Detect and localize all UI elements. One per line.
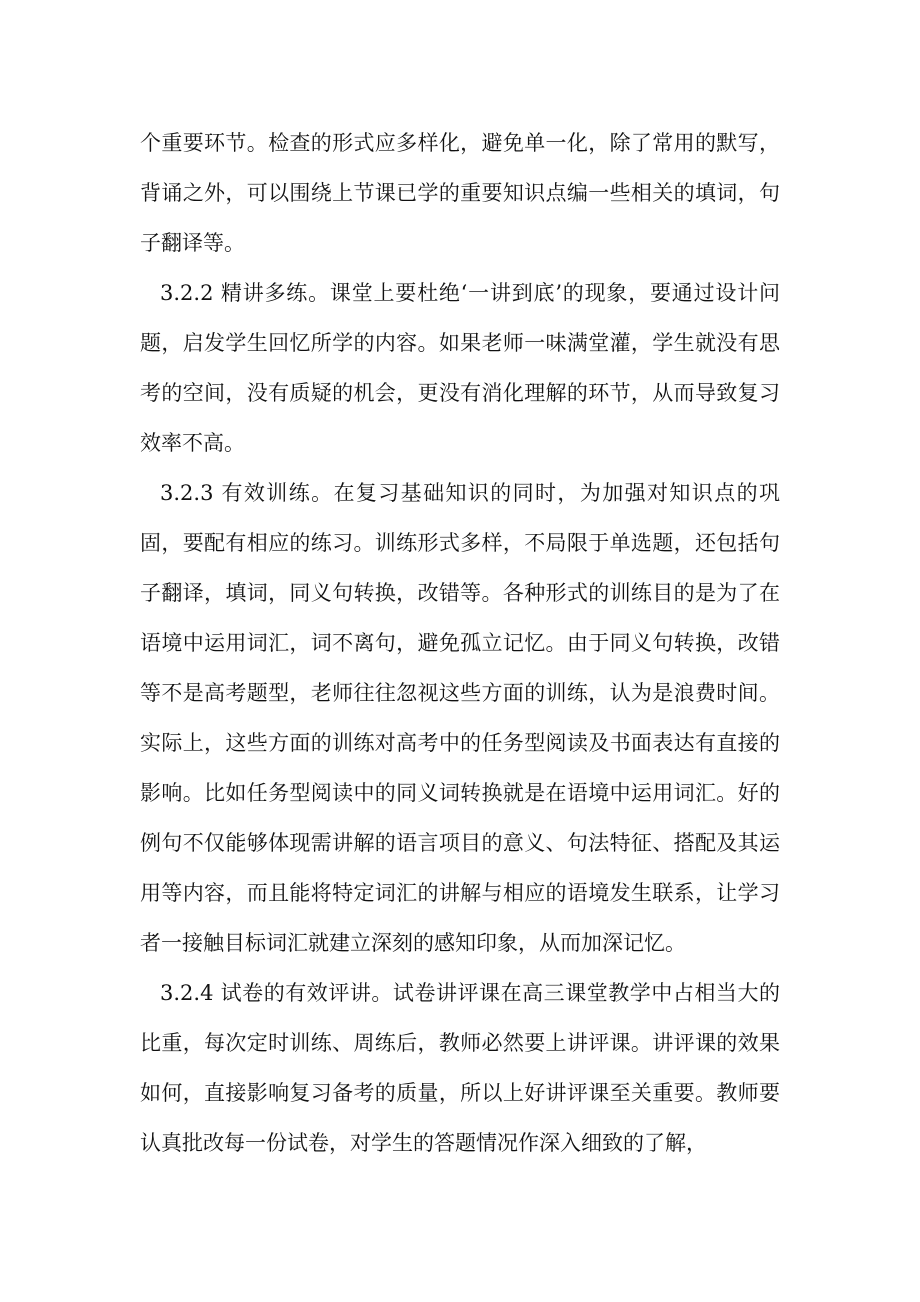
paragraph-3-2-3: 3.2.3 有效训练。在复习基础知识的同时，为加强对知识点的巩固，要配有相应的练习。训练形式多样，不局限于单选题，还包括句子翻译，填词，同义句转换，改错等。各种形式的训练目的是为了在语境中运用词汇，词不离句，避免孤立记忆。由于同义句转换，改错等不是高考题型，老师往往忽视这些方面的训练，认为是浪费时间。实际上，这些方面的训练对高考中的任务型阅读及书面表达有直接的影响。比如任务型阅读中的同义词转换就是在语境中运用词汇。好的例句不仅能够体现需讲解的语言项目的意义、句法特征、搭配及其运用等内容，而且能将特定词汇的讲解与相应的语境发生联系，让学习者一接触目标词汇就建立深刻的感知印象，从而加深记忆。 <box>140 481 780 955</box>
paragraph-3-2-4: 3.2.4 试卷的有效评讲。试卷讲评课在高三课堂教学中占相当大的比重，每次定时训练、周练后，教师必然要上讲评课。讲评课的效果如何，直接影响复习备考的质量，所以上好讲评课至关重要。教师要认真批改每一份试卷，对学生的答题情况作深入细致的了解， <box>140 981 780 1155</box>
paragraph-3-2-2: 3.2.2 精讲多练。课堂上要杜绝‘一讲到底’的现象，要通过设计问题，启发学生回忆所学的内容。如果老师一味满堂灌，学生就没有思考的空间，没有质疑的机会，更没有消化理解的环节，从而导致复习效率不高。 <box>140 281 780 455</box>
paragraph-continuation: 个重要环节。检查的形式应多样化，避免单一化，除了常用的默写，背诵之外，可以围绕上节课已学的重要知识点编一些相关的填词，句子翻译等。 <box>140 131 780 255</box>
document-body <box>140 118 780 1168</box>
